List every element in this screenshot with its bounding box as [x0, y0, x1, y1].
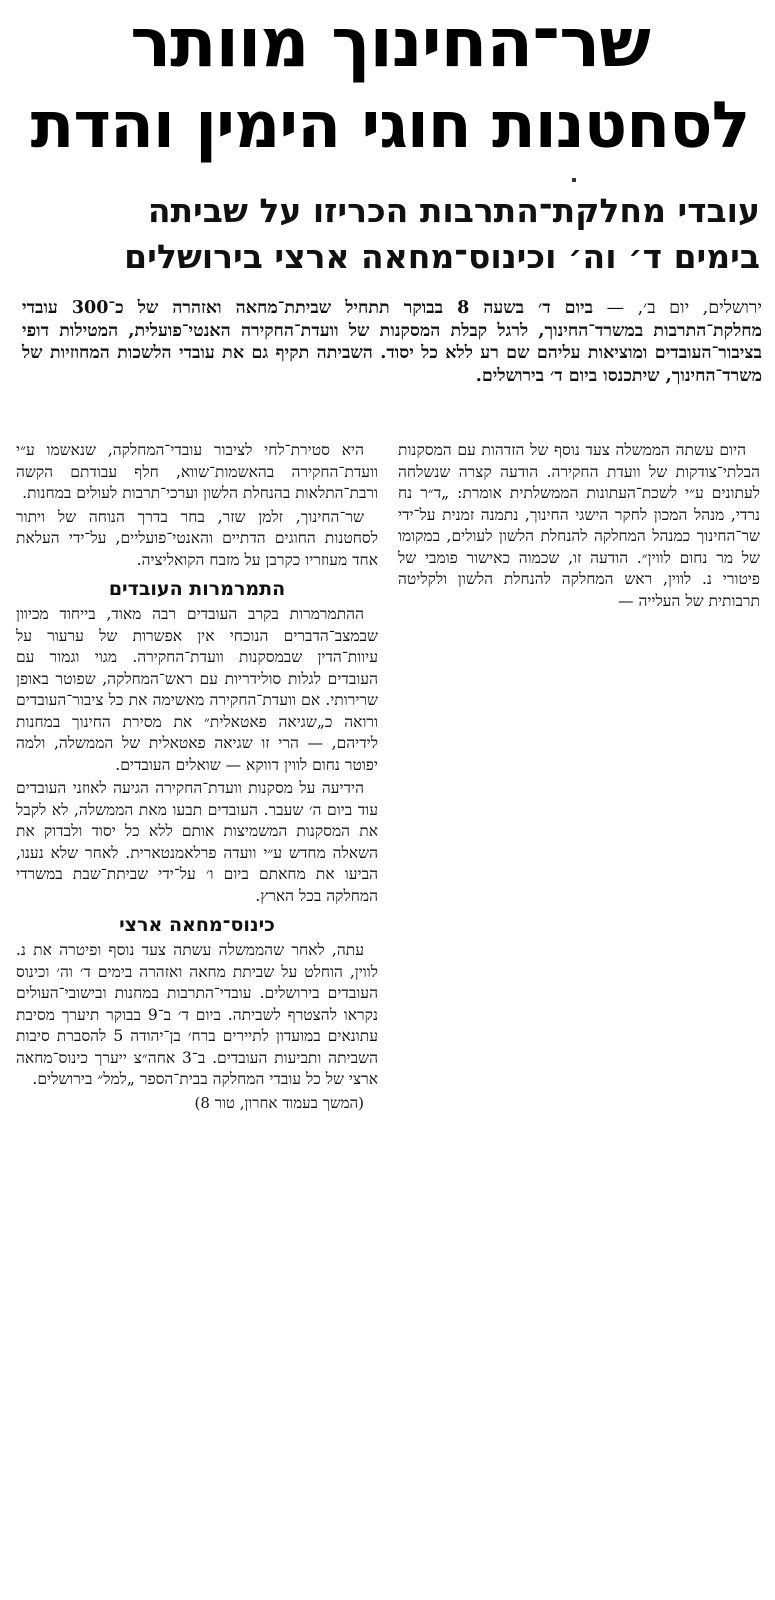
body-paragraph: היא סטירת־לחי לציבור עובדי־המחלקה, שנאשמו ע״י וועדת־החקירה בהאשמות־שווא, חלף עבודתם הקשה ורבת־התלאות בהנחלת הלשון וערכי־תרבות לעולים במחנות.: [16, 441, 378, 502]
body-paragraph: ההתמרמרות בקרב העובדים רבה מאוד, בייחוד מכיוון שבמצב־הדברים הנוכחי אין אפשרות של ערעור על עיוות־הדין שבמסקנות וועדת־החקירה. מגוי וגמור עם העובדים לגלות סולידריות עם ראש־המחלקה, שפוטר באופן שרירותי. אם וועדת־החקירה מאשימה את כל ציבור־העובדים ורואה כ„שגיאה פאטאלית״ את מסירת החינוך במחנות לידיהם, — הרי זו שגיאה פאטאלית של הממשלה, ולמה יפוטר נחום לווין דווקא — שואלים העובדים.: [16, 605, 378, 774]
headline-line-1: שר־החינוך מוותר: [130, 4, 650, 83]
article-column-left: [16, 440, 378, 1116]
separator-dot: [572, 178, 576, 182]
dateline: ירושלים, יום ב׳, —: [606, 298, 762, 318]
lead-paragraph: [22, 297, 762, 387]
body-paragraph: היום עשתה הממשלה צעד נוסף של הזדהות עם המסקנות הבלתי־צודקות של וועדת החקירה. הודעה קצרה שנשלחה לעתונים ע״י לשכת־העתונות הממשלתית אומרת: „ד״ר נח נרדי, מנהל המכון לחקר הישגי החינוך, נתמנה זמנית על־ידי שר־החינוך כמנהל המחלקה להנחלת הלשון לעולים, במקומו של מר נחום לווין״. הודעה זו, שכמוה כאישור פומבי של פיטורי נ. לווין, ראש המחלקה להנחלת הלשון ולקליטה תרבותית של העלייה —: [398, 441, 760, 610]
subheadline-line-2: בימים ד׳ וה׳ וכינוס־מחאה ארצי בירושלים: [124, 237, 760, 276]
section-heading: התמרמרות העובדים: [108, 578, 286, 600]
body-paragraph: הידיעה על מסקנות וועדת־החקירה הגיעה לאוזני העובדים עוד ביום ה׳ שעבר. העובדים תבעו מאת הממשלה, לא לקבל את המסקנות המשמיצות אותם ללא כל יסוד ולבדוק את השאלה מחדש ע״י וועדה פרלאמנטארית. לאחר שלא נענו, הביעו את מחאתם ביום ו׳ על־ידי שביתת־שבת במשרדי המחלקה בכל הארץ.: [16, 779, 378, 905]
continuation-note: (המשך בעמוד אחרון, טור 8): [194, 1093, 364, 1112]
body-paragraph: שר־החינוך, זלמן שזר, בחר בדרך הנוחה של ויתור לסחטנות החוגים הדתיים והאנטי־פועליים, על־ידי העלאת אחד מעוזריו כקרבן על מזבח הקואליציה.: [16, 507, 378, 569]
headline-line-2: לסחטנות חוגי הימין והדת: [30, 89, 750, 163]
body-paragraph: עתה, לאחר שהממשלה עשתה צעד נוסף ופיטרה את נ. לווין, הוחלט על שביתת מחאה ואזהרה בימים ד׳ וה׳ וכינוס העובדים בירושלים. עובדי־התרבות במחנות ובישובי־העולים נקראו להצטרף לשביתה. ביום ד׳ ב־9 בבוקר תיערך מסיבת עתונאים במועדון לתיירים ברח׳ בן־יהודה 5 להסברת סיבות השביתה ותביעות העובדים. ב־3 אחה״צ ייערך כינוס־מחאה ארצי של כל עובדי המחלקה בבית־הספר „למל״ בירושלים.: [16, 941, 378, 1088]
subheadline-line-1: עובדי מחלקת־התרבות הכריזו על שביתה: [147, 191, 760, 230]
article-column-right: [398, 440, 760, 614]
lead-text: ביום ד׳ בשעה 8 בבוקר תתחיל שביתת־מחאה ואזהרה של כ־300 עובדי מחלקת־התרבות במשרד־החינוך, לרגל קבלת המסקנות של וועדת־החקירה האנטי־פועלית, המטילות דופי בציבור־העובדים ומוציאות עליהם שם רע ללא כל יסוד. השביתה תקיף גם את עובדי הלשכות המחוזיות של משרד־החינוך, שיתכנסו ביום ד׳ בירושלים.: [22, 298, 762, 386]
section-heading: כינוס־מחאה ארצי: [119, 914, 275, 936]
